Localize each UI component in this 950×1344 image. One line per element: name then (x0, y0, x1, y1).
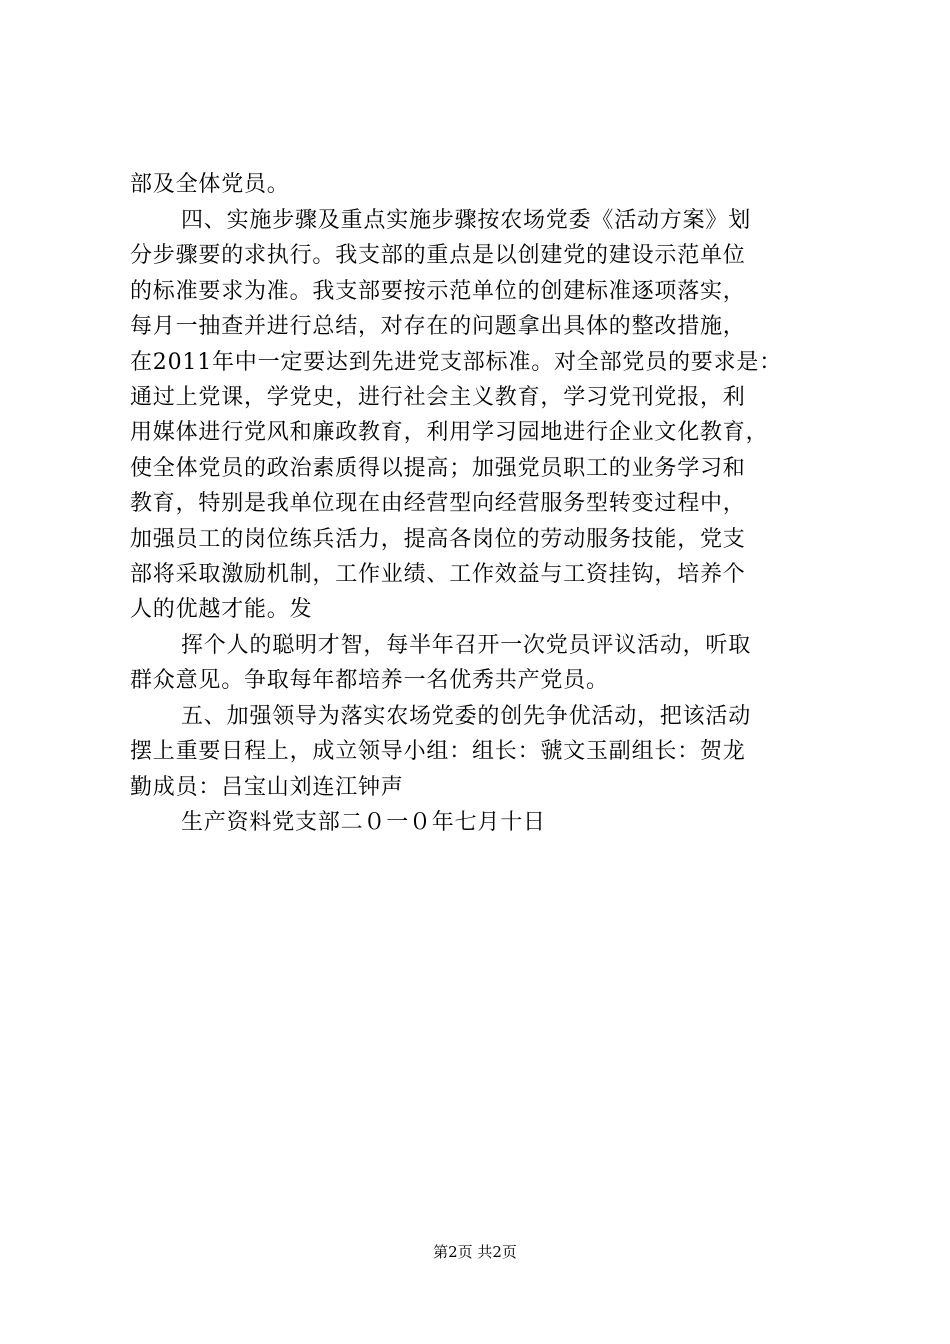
text-line-11: 加强员工的岗位练兵活力，提高各岗位的劳动服务技能，党支 (130, 527, 746, 552)
text-line-13: 人的优越才能。发 (130, 597, 313, 622)
text-line-1: 部及全体党员。 (130, 172, 290, 197)
text-line-5: 每月一抽查并进行总结，对存在的问题拿出具体的整改措施， (130, 314, 746, 339)
page-footer: 第2页 共2页 (433, 1243, 517, 1261)
text-line-12: 部将采取激励机制，工作业绩、工作效益与工资挂钩，培养个 (130, 562, 746, 587)
text-line-14: 挥个人的聪明才智，每半年召开一次党员评议活动，听取 (181, 633, 752, 658)
text-line-15: 群众意见。争取每年都培养一名优秀共产党员。 (130, 668, 609, 693)
text-line-2: 四、实施步骤及重点实施步骤按农场党委《活动方案》划 (181, 208, 752, 233)
text-line-17: 摆上重要日程上，成立领导小组：组长：虢文玉副组长：贺龙 (130, 739, 746, 764)
text-line-7: 通过上党课，学党史，进行社会主义教育，学习党刊党报，利 (130, 385, 746, 410)
text-line-10: 教育，特别是我单位现在由经营型向经营服务型转变过程中， (130, 491, 746, 516)
text-line-3: 分步骤要的求执行。我支部的重点是以创建党的建设示范单位 (130, 243, 746, 268)
text-line-9: 使全体党员的政治素质得以提高；加强党员职工的业务学习和 (130, 456, 746, 481)
text-line-4: 的标准要求为准。我支部要按示范单位的创建标准逐项落实， (130, 279, 746, 304)
text-line-16: 五、加强领导为落实农场党委的创先争优活动，把该活动 (181, 704, 752, 729)
signature-line: 生产资料党支部二０一０年七月十日 (181, 810, 546, 835)
text-line-8: 用媒体进行党风和廉政教育，利用学习园地进行企业文化教育， (130, 420, 769, 445)
text-line-18: 勤成员：吕宝山刘连江钟声 (130, 775, 404, 800)
text-line-6: 在2011年中一定要达到先进党支部标准。对全部党员的要求是： (130, 350, 782, 375)
